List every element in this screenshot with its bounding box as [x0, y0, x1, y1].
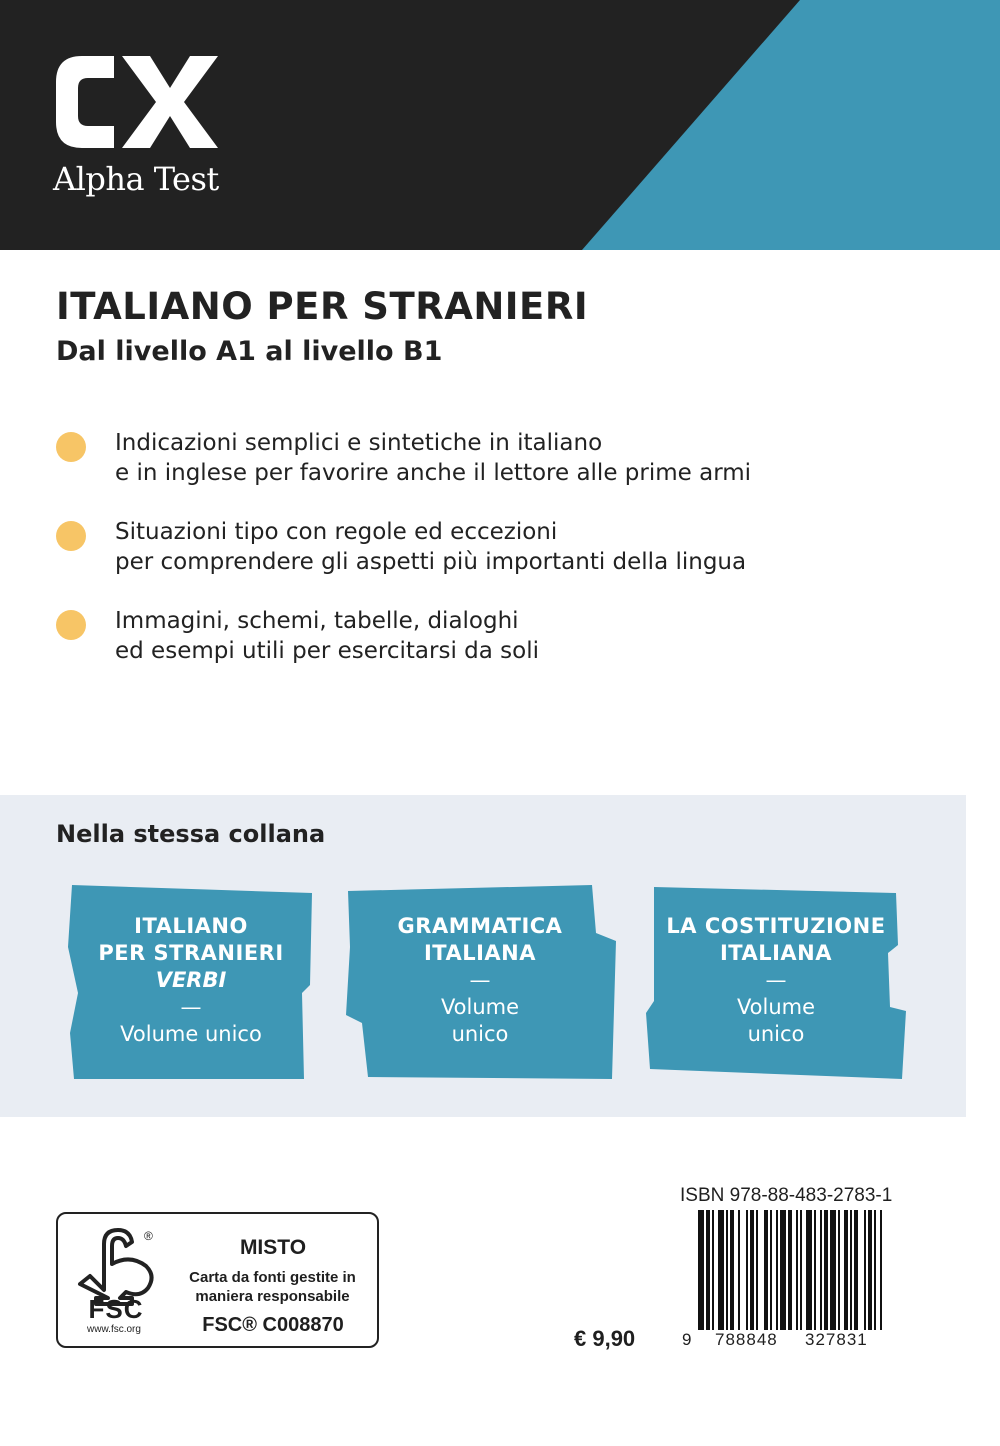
barcode-bar — [824, 1210, 828, 1330]
book-title: ITALIANO — [134, 914, 248, 938]
barcode-bar — [880, 1210, 882, 1330]
barcode-bar — [780, 1210, 786, 1330]
barcode-bar — [746, 1210, 748, 1330]
barcode-bar — [718, 1210, 724, 1330]
feature-text — [115, 428, 945, 488]
fsc-desc-line: maniera responsabile — [195, 1288, 350, 1305]
fsc-word: FSC — [88, 1294, 144, 1324]
barcode-bar — [796, 1210, 798, 1330]
book-label — [66, 913, 316, 1048]
book-dash: — — [469, 968, 491, 992]
fsc-url: www.fsc.org — [87, 1324, 141, 1335]
alpha-test-logo-icon — [52, 52, 222, 152]
book-title: ITALIANA — [423, 941, 537, 965]
feature-text — [115, 606, 945, 666]
feature-line: ed esempi utili per esercitarsi da soli — [115, 638, 540, 664]
fsc-desc-line: Carta da fonti gestite in — [189, 1269, 356, 1286]
barcode-bar — [770, 1210, 772, 1330]
page-title: ITALIANO PER STRANIERI — [56, 285, 589, 328]
feature-line: Immagini, schemi, tabelle, dialoghi — [115, 608, 519, 634]
barcode-bar — [750, 1210, 754, 1330]
barcode-bar — [806, 1210, 812, 1330]
book-label — [644, 913, 908, 1048]
book-dash: — — [180, 995, 202, 1019]
barcode-bar — [844, 1210, 848, 1330]
barcode-bar — [864, 1210, 866, 1330]
book-subtitle: VERBI — [155, 968, 227, 992]
barcode-bar — [820, 1210, 822, 1330]
feature-text — [115, 517, 945, 577]
barcode-bar — [712, 1210, 714, 1330]
barcode-bar — [788, 1210, 792, 1330]
barcode-bar — [756, 1210, 758, 1330]
brand-name: Alpha Test — [53, 160, 219, 198]
barcode-bar — [706, 1210, 710, 1330]
book-label — [342, 913, 618, 1048]
barcode-bar — [726, 1210, 728, 1330]
barcode-digits-right: 327831 — [805, 1330, 868, 1349]
series-book-grammatica[interactable] — [342, 883, 618, 1081]
book-title: GRAMMATICA — [397, 914, 563, 938]
fsc-certification-box — [56, 1212, 379, 1348]
barcode-bar — [814, 1210, 816, 1330]
fsc-registered-mark: ® — [144, 1229, 153, 1243]
barcode-bar — [738, 1210, 740, 1330]
book-volume: Volume unico — [120, 1022, 262, 1046]
fsc-code: FSC® C008870 — [202, 1314, 344, 1336]
barcode-bar — [838, 1210, 840, 1330]
barcode-bar — [776, 1210, 778, 1330]
bullet-dot-icon — [56, 610, 86, 640]
header-band — [0, 0, 1000, 250]
barcode-bar — [830, 1210, 836, 1330]
barcode-icon — [680, 1210, 905, 1352]
series-book-verbi[interactable] — [66, 883, 316, 1081]
series-band — [0, 795, 966, 1117]
book-volume: Volume — [736, 995, 816, 1019]
fsc-category: MISTO — [239, 1236, 307, 1259]
book-volume: unico — [747, 1022, 805, 1046]
page-subtitle: Dal livello A1 al livello B1 — [56, 336, 443, 367]
series-book-costituzione[interactable] — [644, 883, 908, 1081]
barcode-bar — [730, 1210, 734, 1330]
barcode-bar — [698, 1210, 704, 1330]
feature-line: per comprendere gli aspetti più importanti della lingua — [115, 549, 747, 575]
series-heading: Nella stessa collana — [56, 820, 326, 848]
bullet-dot-icon — [56, 521, 86, 551]
barcode-bar — [800, 1210, 802, 1330]
barcode-bar — [874, 1210, 876, 1330]
book-volume: unico — [451, 1022, 509, 1046]
price: € 9,90 — [574, 1326, 636, 1351]
feature-line: Situazioni tipo con regole ed eccezioni — [115, 519, 558, 545]
feature-line: Indicazioni semplici e sintetiche in italiano — [115, 430, 603, 456]
barcode-bar — [868, 1210, 872, 1330]
book-volume: Volume — [440, 995, 520, 1019]
bullet-dot-icon — [56, 432, 86, 462]
barcode-digits-left: 788848 — [715, 1330, 778, 1349]
book-title: ITALIANA — [719, 941, 833, 965]
barcode-bar — [854, 1210, 858, 1330]
fsc-description — [170, 1268, 375, 1306]
book-dash: — — [765, 968, 787, 992]
book-title: PER STRANIERI — [98, 941, 284, 965]
barcode-bar — [764, 1210, 768, 1330]
barcode-bar — [850, 1210, 852, 1330]
feature-line: e in inglese per favorire anche il lettore alle prime armi — [115, 460, 752, 486]
book-title: LA COSTITUZIONE — [666, 914, 886, 938]
isbn-label: ISBN 978-88-483-2783-1 — [680, 1185, 893, 1206]
barcode-digit-lead: 9 — [682, 1330, 693, 1349]
